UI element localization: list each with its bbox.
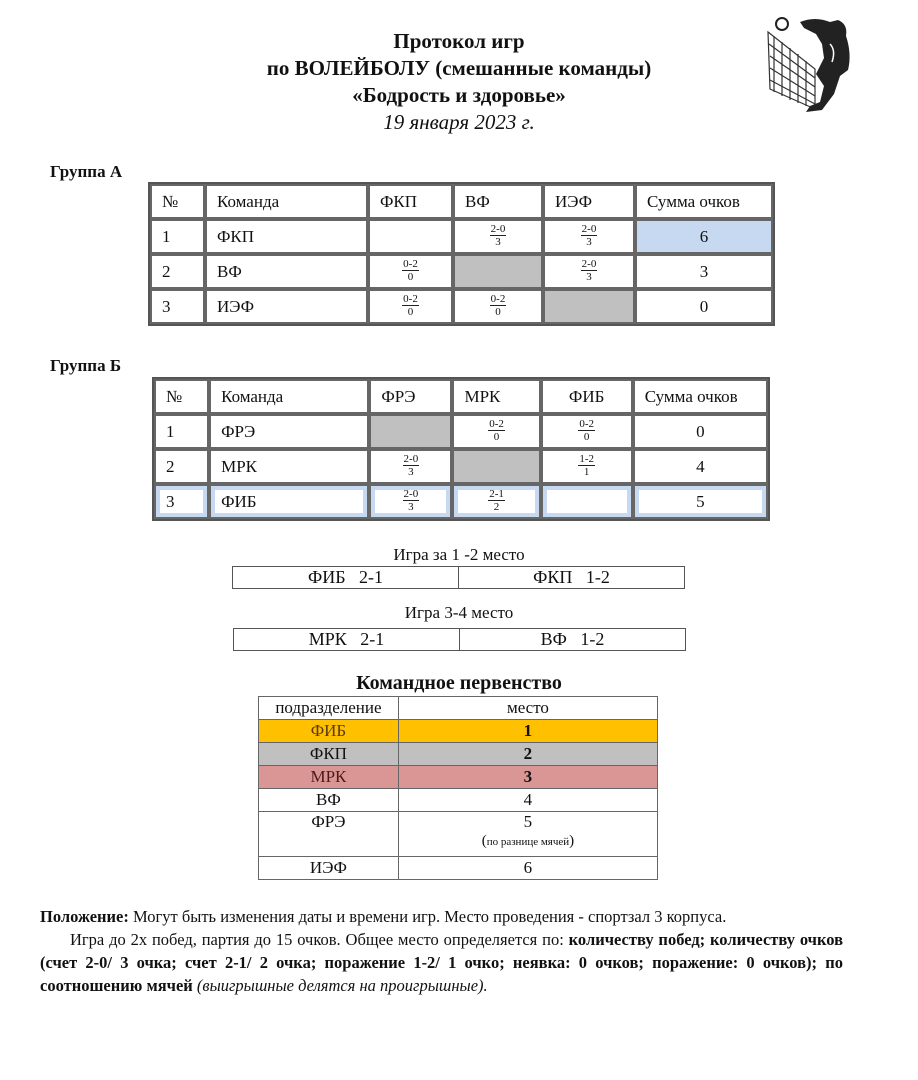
match-points: 0 [407,271,414,283]
place: 2 [398,743,657,766]
match-result [368,254,453,289]
table-row [259,789,658,812]
header-cell: ВФ [453,184,543,219]
ranking-row-first [259,720,658,743]
ranking-row-second [259,743,658,766]
total-points: 3 [635,254,773,289]
place: 1 [398,720,657,743]
final-left-team: ФИБ 2-1 [233,567,459,589]
match-result [369,449,452,484]
tiebreak-note: (по разнице мячей) [481,833,575,849]
team-name: ФКП [259,743,399,766]
ranking-table [258,696,658,880]
team-name: ИЭФ [205,289,368,324]
rules-label: Положение: [40,907,129,926]
set-score: 2-0 [403,453,419,465]
self-match-cell [369,414,452,449]
self-match-cell [452,449,540,484]
team-name: ФКП [205,219,368,254]
group-a-table [148,182,775,326]
final-3-4-title: Игра 3-4 место [404,603,514,622]
team-name: ФИБ [259,720,399,743]
row-number: 2 [150,254,205,289]
ranking-row-third [259,766,658,789]
match-result [453,289,543,324]
match-result [541,414,633,449]
table-row [150,219,773,254]
header-cell: ИЭФ [543,184,635,219]
team-name: ВФ [205,254,368,289]
rules-text-2: Игра до 2х побед, партия до 15 очков. Общее место определяется по: [70,930,569,949]
team-name: ВФ [259,789,399,812]
match-result [541,449,633,484]
table-header-row [259,697,658,720]
set-score: 0-2 [579,418,594,430]
rules-criteria: количеству побед; количеству очков (счет 2-0/ 3 очка; счет 2-1/ 2 очка; поражение 1-2/ 1 очко; неявка: 0 очков; поражение: 0 очков); по соотношению мячей [40,930,843,995]
row-number: 1 [150,219,205,254]
match-result [453,219,543,254]
event-date: 19 января 2023 г. [383,110,535,134]
ranking-title: Командное первенство [356,672,562,694]
title-line-3: «Бодрость и здоровье» [352,83,566,107]
match-points: 2 [493,501,500,513]
table-row [234,629,686,651]
set-score: 2-0 [403,488,419,500]
place-with-note [398,812,657,857]
final-1-2-title: Игра за 1 -2 место [393,545,525,564]
header-cell: № [150,184,205,219]
header-cell: Команда [205,184,368,219]
table-row [150,254,773,289]
total-points: 4 [633,449,768,484]
match-result [543,254,635,289]
team-name: МРК [209,449,369,484]
match-points: 3 [408,466,414,478]
empty-cell [368,219,453,254]
row-number: 1 [154,414,209,449]
rules-paragraph-1 [40,905,843,928]
table-row [259,812,658,857]
row-number: 3 [154,484,209,519]
table-header-row [154,379,768,414]
group-b-table [152,377,770,521]
header-cell: ФРЭ [369,379,452,414]
total-points: 0 [633,414,768,449]
table-header-row [150,184,773,219]
header-cell: место [398,697,657,720]
total-points: 5 [633,484,768,519]
set-score: 0-2 [403,258,418,270]
match-points: 0 [407,306,414,318]
place: 3 [398,766,657,789]
total-points: 0 [635,289,773,324]
match-points: 0 [583,431,590,443]
final-right-team: ВФ 1-2 [460,629,686,651]
set-score: 0-2 [403,293,418,305]
header-cell: № [154,379,209,414]
total-points: 6 [635,219,773,254]
row-number: 3 [150,289,205,324]
final-right-team: ФКП 1-2 [459,567,685,589]
table-row [233,567,685,589]
group-b-label: Группа Б [50,356,122,375]
set-score: 2-0 [581,223,597,235]
rules-paragraph-2 [40,928,843,997]
match-points: 3 [495,236,501,248]
team-name: ФРЭ [259,812,399,857]
match-result [452,484,540,519]
title-line-2: по ВОЛЕЙБОЛУ (смешанные команды) [266,56,652,80]
header-cell: Сумма очков [633,379,768,414]
title-line-1: Протокол игр [393,29,525,53]
header-cell: Команда [209,379,369,414]
team-name: ФРЭ [209,414,369,449]
match-points: 3 [586,236,592,248]
match-result [452,414,540,449]
set-score: 2-0 [581,258,597,270]
match-points: 0 [493,431,500,443]
table-row [154,449,768,484]
set-score: 1-2 [579,453,594,465]
self-match-cell [453,254,543,289]
match-points: 3 [408,501,414,513]
self-match-cell [543,289,635,324]
match-points: 1 [583,466,590,478]
match-points: 3 [586,271,592,283]
volleyball-player-at-net-icon [760,14,870,118]
set-score: 0-2 [489,418,504,430]
header-cell: ФКП [368,184,453,219]
rules-section [40,905,843,997]
final-3-4-table [233,628,686,651]
place: 5 [523,812,533,831]
final-1-2-table [232,566,685,589]
set-score: 2-0 [490,223,506,235]
match-result [369,484,452,519]
match-points: 0 [495,306,501,318]
header-cell: подразделение [259,697,399,720]
self-match-cell [541,484,633,519]
header-cell: МРК [452,379,540,414]
set-score: 0-2 [490,293,506,305]
match-result [543,219,635,254]
tiebreak-note-text: по разнице мячей [486,836,570,848]
final-left-team: МРК 2-1 [234,629,460,651]
table-row [259,857,658,880]
group-a-label: Группа А [50,162,123,181]
header-cell: Сумма очков [635,184,773,219]
rules-text-1: Могут быть изменения даты и времени игр. Место проведения - спортзал 3 корпуса. [128,907,727,926]
set-score: 2-1 [489,488,504,500]
rules-note: (выигрышные делятся на проигрышные). [192,976,488,995]
place: 4 [398,789,657,812]
place: 6 [398,857,657,880]
team-name: ФИБ [209,484,369,519]
team-name: МРК [259,766,399,789]
match-result [368,289,453,324]
team-name: ИЭФ [259,857,399,880]
table-row [154,414,768,449]
table-row-highlighted [154,484,768,519]
table-row [150,289,773,324]
header-cell: ФИБ [541,379,633,414]
row-number: 2 [154,449,209,484]
